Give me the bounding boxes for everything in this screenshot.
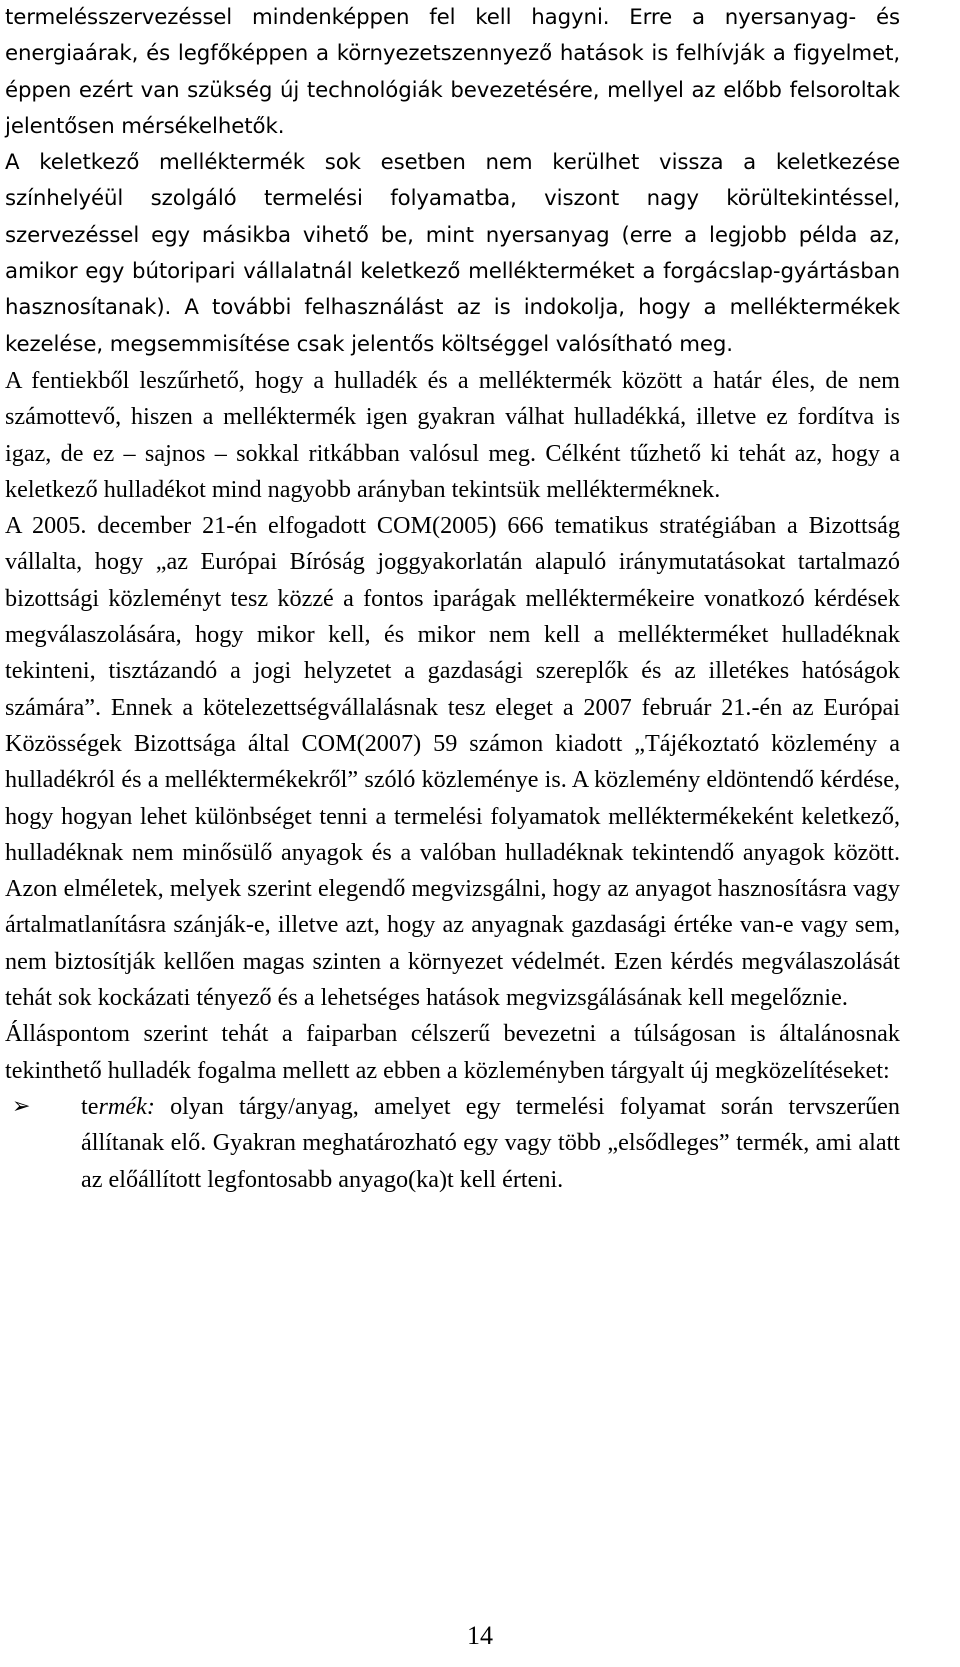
term-label-italic: rmék:	[98, 1092, 155, 1120]
paragraph-waste-vs-byproduct: A fentiekből leszűrhető, hogy a hulladék és a melléktermék között a határ éles, de nem számottevő, hiszen a melléktermék igen gyakran válhat hulladékká, illetve ez fordítva is igaz, de ez – sajnos – sokkal ritkábban valósul meg. Célként tűzhető ki tehát az, hogy a keletkező hulladékot mind nagyobb arányban tekintsük mellékterméknek.	[5, 366, 900, 503]
term-label-plain: te	[81, 1092, 99, 1120]
paragraph-position: Álláspontom szerint tehát a faiparban célszerű bevezetni a túlságosan is általánosnak tekinthető hulladék fogalma mellett az ebben a közleményben tárgyalt új megközelítéseket:	[5, 1020, 900, 1084]
term-definition: olyan tárgy/anyag, amelyet egy termelési folyamat során tervszerűen állítanak elő. Gyakran meghatározható egy vagy több „elsődleges” termék, ami alatt az előállított legfontosabb anyago(ka)t kell érteni.	[81, 1092, 900, 1193]
list-item	[5, 1089, 900, 1198]
page-number: 14	[467, 1621, 493, 1650]
arrowhead-bullet-icon: ➢	[12, 1093, 31, 1119]
body-text	[5, 0, 900, 1198]
paragraph-byproduct-reuse: A keletkező melléktermék sok esetben nem kerülhet vissza a keletkezése színhelyéül szolgáló termelési folyamatba, viszont nagy körültekintéssel, szervezéssel egy másikba vihető be, mint nyersanyag (erre a legjobb példa az, amikor egy bútoripari vállalatnál keletkező mellékterméket a forgácslap-gyártásban hasznosítanak). A további felhasználást az is indokolja, hogy a melléktermékek kezelése, megsemmisítése csak jelentős költséggel valósítható meg.	[5, 150, 900, 357]
bullet-text	[81, 1089, 900, 1198]
paragraph-com-2005-strategy: A 2005. december 21-én elfogadott COM(2005) 666 tematikus stratégiában a Bizottság vállalta, hogy „az Európai Bíróság joggyakorlatán alapuló iránymutatásokat tartalmazó bizottsági közleményt tesz közzé a fontos iparágak melléktermékeire vonatkozó kérdések megválaszolására, hogy mikor kell, és mikor nem kell a mellékterméket hulladéknak tekinteni, tisztázandó a jogi helyzetet a gazdasági szereplők és az illetékes hatóságok számára”. Ennek a kötelezettségvállalásnak tesz eleget a 2007 február 21.-én az Európai Közösségek Bizottsága által COM(2007) 59 számon kiadott „Tájékoztató közlemény a hulladékról és a melléktermékekről” szóló közleménye is. A közlemény eldöntendő kérdése, hogy hogyan lehet különbséget tenni a termelési folyamatok melléktermékeként keletkező, hulladéknak nem minősülő anyagok és a valóban hulladéknak tekintendő anyagok között. Azon elméletek, melyek szerint elegendő megvizsgálni, hogy az anyagot hasznosításra vagy ártalmatlanításra szánják-e, illetve azt, hogy az anyagnak gazdasági értéke van-e vagy sem, nem biztosítják kellően magas szinten a környezet védelmét. Ezen kérdés megválaszolását tehát sok kockázati tényező és a lehetséges hatások megvizsgálásának kell megelőznie.	[5, 512, 900, 1012]
paragraph-technologies: termelésszervezéssel mindenképpen fel kell hagyni. Erre a nyersanyag- és energiaárak, és legfőképpen a környezetszennyező hatások is felhívják a figyelmet, éppen ezért van szükség új technológiák bevezetésére, mellyel az előbb felsoroltak jelentősen mérsékelhetők.	[5, 5, 900, 139]
